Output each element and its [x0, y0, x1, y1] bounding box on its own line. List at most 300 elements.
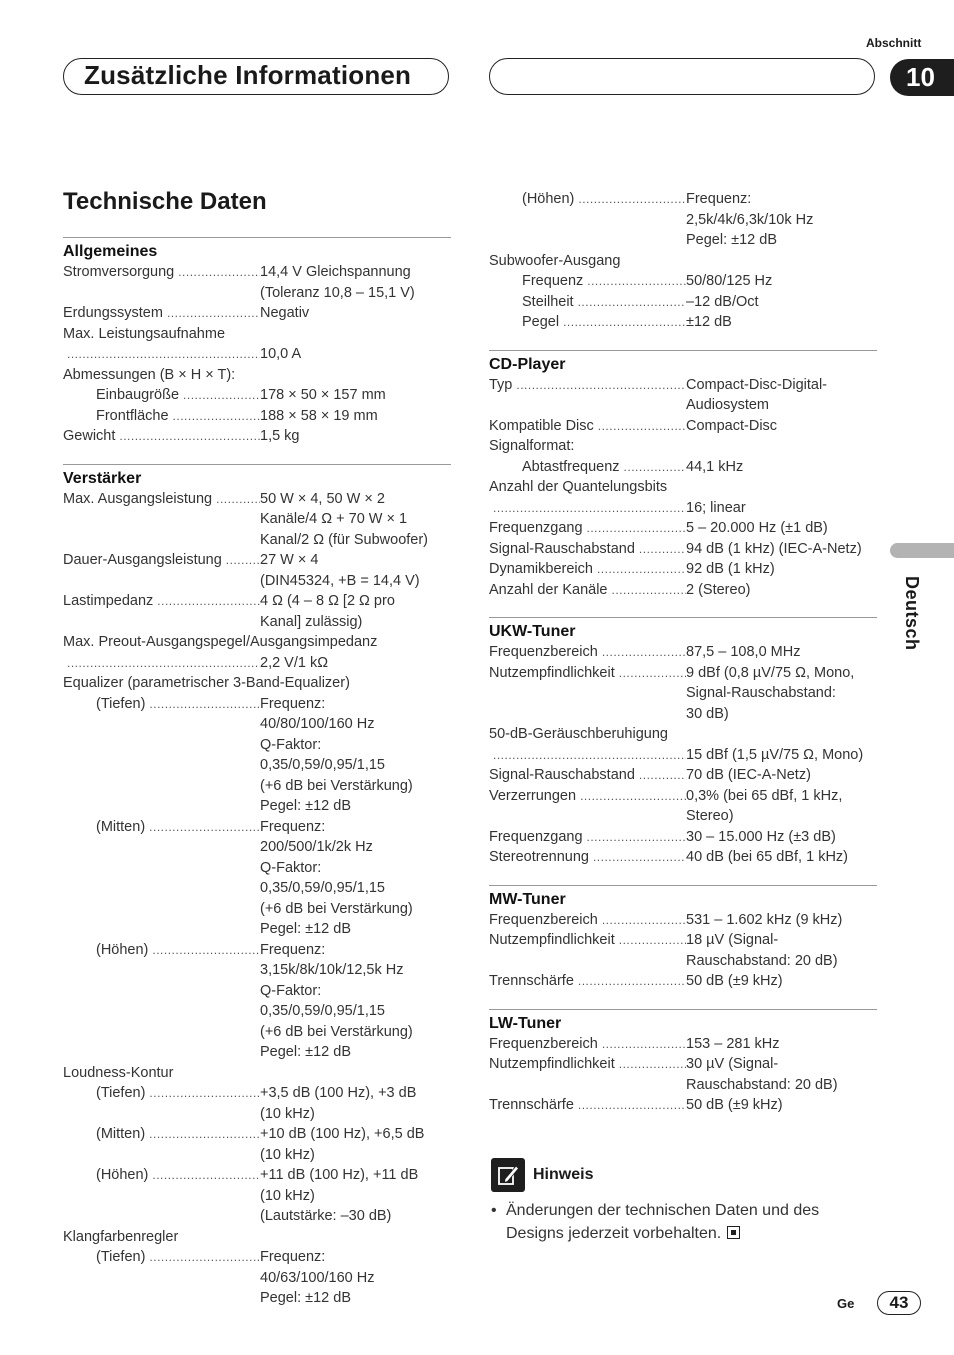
leader-dots — [178, 262, 260, 283]
spec-label — [489, 539, 686, 560]
end-mark-icon — [727, 1226, 740, 1239]
spec-row — [489, 683, 877, 704]
spec-label-text: Trennschärfe — [489, 973, 574, 989]
leader-dots — [619, 663, 686, 684]
spec-row — [489, 189, 877, 210]
spec-label — [63, 1022, 260, 1043]
spec-value: (+6 dB bei Verstärkung) — [260, 900, 413, 917]
spec-label-text: Dynamikbereich — [489, 561, 593, 577]
spec-value: 50 dB (±9 kHz) — [686, 1097, 783, 1113]
leader-dots — [587, 518, 686, 539]
spec-label — [63, 796, 260, 817]
spec-label-text: Stromversorgung — [63, 264, 175, 280]
header-empty-frame — [489, 58, 875, 95]
spec-label-text: Steilheit — [522, 293, 574, 310]
spec-value: Signal-Rauschabstand: — [686, 685, 836, 701]
spec-row — [489, 375, 877, 396]
spec-label-text: (Mitten) — [96, 1126, 146, 1142]
spec-label-text: Frequenzbereich — [489, 644, 598, 660]
spec-row — [63, 1247, 451, 1268]
spec-label — [63, 1186, 260, 1207]
spec-value: Audiosystem — [686, 397, 770, 413]
spec-label — [489, 375, 686, 396]
leader-dots — [149, 1247, 260, 1268]
spec-value: +11 dB (100 Hz), +11 dB — [260, 1167, 419, 1183]
language-tab-marker — [890, 543, 954, 558]
spec-row — [63, 1001, 451, 1022]
spec-row — [63, 1124, 451, 1145]
spec-value: 1,5 kg — [260, 428, 300, 444]
spec-label — [489, 806, 686, 827]
spec-label-text: Stereotrennung — [489, 849, 589, 865]
spec-value: 153 – 281 kHz — [686, 1035, 780, 1052]
spec-row — [489, 312, 877, 333]
spec-row — [63, 981, 451, 1002]
spec-row — [489, 271, 877, 292]
spec-label — [63, 1001, 260, 1022]
spec-label-text: Pegel — [522, 314, 560, 330]
spec-label — [63, 981, 260, 1002]
leader-dots — [619, 930, 686, 951]
spec-label-text: Signal-Rauschabstand — [489, 540, 635, 557]
note-title: Hinweis — [533, 1166, 594, 1183]
spec-value: (DIN45324, +B = 14,4 V) — [260, 572, 420, 589]
spec-label — [63, 571, 260, 592]
spec-label — [63, 714, 260, 735]
spec-label-text: Dauer-Ausgangsleistung — [63, 552, 222, 568]
spec-value: 0,35/0,59/0,95/1,15 — [260, 880, 385, 896]
spec-value: Compact-Disc — [686, 417, 778, 434]
spec-label-text: Erdungssystem — [63, 305, 163, 321]
leader-dots — [619, 1054, 686, 1075]
spec-value: 14,4 V Gleichspannung — [260, 264, 411, 280]
spec-label-text: Verzerrungen — [489, 787, 577, 804]
spec-row — [489, 292, 877, 313]
leader-dots — [167, 303, 260, 324]
spec-label-text: (Höhen) — [96, 1167, 149, 1183]
spec-label — [63, 344, 260, 365]
leader-dots — [597, 559, 686, 580]
note-body — [491, 1199, 881, 1245]
note-pencil-icon — [491, 1158, 525, 1192]
spec-label — [63, 509, 260, 530]
spec-row — [63, 776, 451, 797]
spec-label — [489, 1034, 686, 1055]
spec-row — [63, 1165, 451, 1186]
spec-label-text: Frontfläche — [96, 407, 169, 424]
spec-label — [63, 283, 260, 304]
section-equalizer-continued — [489, 189, 877, 333]
leader-dots — [489, 745, 686, 766]
leader-dots — [578, 1095, 686, 1116]
leader-dots — [149, 1124, 260, 1145]
spec-label-text: Gewicht — [63, 428, 116, 444]
leader-dots — [580, 786, 686, 807]
spec-value: Rauschabstand: 20 dB) — [686, 1076, 838, 1093]
section-verstaerker — [63, 464, 451, 1309]
spec-value: 10,0 A — [260, 346, 302, 362]
spec-label-text: Anzahl der Kanäle — [489, 581, 608, 598]
spec-heading-line: Equalizer (parametrischer 3-Band-Equalizer) — [63, 675, 350, 691]
spec-label — [63, 878, 260, 899]
spec-label — [489, 395, 686, 416]
spec-label — [489, 189, 686, 210]
spec-value: Frequenz: — [260, 941, 326, 958]
spec-value: 87,5 – 108,0 MHz — [686, 644, 801, 660]
spec-value: 178 × 50 × 157 mm — [260, 387, 386, 403]
section-label: Abschnitt — [866, 36, 922, 50]
spec-value: 9 dBf (0,8 µV/75 Ω, Mono, — [686, 664, 855, 681]
spec-label-text: Signal-Rauschabstand — [489, 767, 635, 783]
section-allgemeines — [63, 237, 451, 447]
leader-dots — [226, 550, 260, 571]
spec-row — [63, 406, 451, 427]
spec-value: 92 dB (1 kHz) — [686, 561, 775, 577]
spec-value: 0,3% (bei 65 dBf, 1 kHz, — [686, 787, 843, 804]
spec-value: 2,5k/4k/6,3k/10k Hz — [686, 211, 814, 228]
spec-value: Pegel: ±12 dB — [260, 798, 351, 814]
spec-label — [489, 1075, 686, 1096]
spec-row — [489, 1075, 877, 1096]
spec-heading-line: Max. Leistungsaufnahme — [63, 325, 226, 342]
language-tab-label: Deutsch — [902, 576, 922, 651]
spec-label — [489, 559, 686, 580]
spec-value: 2,2 V/1 kΩ — [260, 654, 329, 671]
spec-heading-line: Klangfarbenregler — [63, 1228, 179, 1245]
spec-label — [63, 735, 260, 756]
spec-label-text: Frequenzgang — [489, 520, 583, 536]
spec-label — [489, 292, 686, 313]
leader-dots — [624, 457, 686, 478]
spec-value: 40 dB (bei 65 dBf, 1 kHz) — [686, 849, 848, 865]
spec-value: 40/63/100/160 Hz — [260, 1269, 375, 1286]
spec-value: Kanal/2 Ω (für Subwoofer) — [260, 531, 429, 548]
spec-value: 16; linear — [686, 499, 746, 516]
spec-value: Q-Faktor: — [260, 982, 322, 999]
spec-label-text: Lastimpedanz — [63, 593, 154, 609]
spec-label — [63, 919, 260, 940]
spec-label-text: Nutzempfindlichkeit — [489, 664, 615, 681]
spec-row — [63, 653, 451, 674]
spec-row — [63, 940, 451, 961]
spec-heading-line: Subwoofer-Ausgang — [489, 252, 621, 269]
spec-label — [489, 765, 686, 786]
spec-label — [63, 776, 260, 797]
spec-label — [63, 1124, 260, 1145]
spec-label — [63, 1042, 260, 1063]
spec-label-text: (Tiefen) — [96, 1085, 146, 1101]
spec-row — [489, 395, 877, 416]
section-title: MW-Tuner — [489, 890, 566, 908]
spec-value: (+6 dB bei Verstärkung) — [260, 777, 413, 794]
section-title: Verstärker — [63, 469, 142, 487]
spec-row — [489, 786, 877, 807]
spec-row — [63, 817, 451, 838]
spec-row — [489, 230, 877, 251]
spec-label-text: Nutzempfindlichkeit — [489, 932, 615, 948]
spec-label — [489, 457, 686, 478]
spec-row — [63, 550, 451, 571]
spec-value: 44,1 kHz — [686, 458, 744, 475]
spec-value: Pegel: ±12 dB — [260, 921, 351, 937]
spec-row — [63, 283, 451, 304]
spec-label — [63, 1247, 260, 1268]
right-column — [489, 189, 877, 1133]
spec-label — [63, 1268, 260, 1289]
spec-row — [63, 303, 451, 324]
spec-label — [489, 580, 686, 601]
spec-row — [63, 591, 451, 612]
spec-label — [63, 612, 260, 633]
spec-row — [489, 971, 877, 992]
spec-row — [63, 1206, 451, 1227]
spec-value: Pegel: ±12 dB — [260, 1044, 351, 1060]
leader-dots — [598, 416, 686, 437]
leader-dots — [489, 498, 686, 519]
spec-label-text: Frequenzbereich — [489, 911, 598, 928]
spec-row — [63, 714, 451, 735]
spec-row — [63, 1186, 451, 1207]
spec-label — [63, 1206, 260, 1227]
leader-dots — [119, 426, 260, 447]
spec-label — [489, 1095, 686, 1116]
spec-label — [489, 518, 686, 539]
spec-label — [63, 426, 260, 447]
spec-label-text: Frequenzgang — [489, 828, 583, 845]
spec-value: 200/500/1k/2k Hz — [260, 839, 373, 855]
leader-dots — [612, 580, 687, 601]
spec-value: 4 Ω (4 – 8 Ω [2 Ω pro — [260, 593, 395, 609]
spec-label-text: Frequenz — [522, 273, 584, 289]
spec-label — [63, 1104, 260, 1125]
leader-dots — [152, 1165, 260, 1186]
spec-label-text: Max. Ausgangsleistung — [63, 490, 213, 507]
spec-value: (10 kHz) — [260, 1187, 315, 1204]
spec-label — [489, 498, 686, 519]
spec-label — [489, 704, 686, 725]
leader-dots — [216, 489, 260, 510]
page-number: 43 — [877, 1291, 921, 1315]
spec-value: 0,35/0,59/0,95/1,15 — [260, 1003, 385, 1019]
spec-label — [63, 1288, 260, 1309]
spec-value: 50/80/125 Hz — [686, 273, 773, 289]
spec-label — [63, 489, 260, 510]
spec-value: ±12 dB — [686, 314, 732, 330]
spec-label — [63, 837, 260, 858]
spec-label — [63, 858, 260, 879]
spec-row — [63, 1083, 451, 1104]
spec-label — [63, 406, 260, 427]
spec-row — [63, 489, 451, 510]
leader-dots — [602, 1034, 686, 1055]
spec-label — [63, 899, 260, 920]
spec-value: 30 µV (Signal- — [686, 1056, 779, 1072]
spec-label — [489, 745, 686, 766]
leader-dots — [639, 539, 686, 560]
spec-label — [63, 591, 260, 612]
spec-label — [489, 663, 686, 684]
note-header — [491, 1158, 593, 1192]
leader-dots — [152, 940, 260, 961]
spec-label — [63, 960, 260, 981]
spec-value: Frequenz: — [686, 191, 752, 207]
spec-row — [489, 457, 877, 478]
spec-row — [63, 571, 451, 592]
spec-value: Q-Faktor: — [260, 736, 322, 753]
spec-row — [489, 416, 877, 437]
spec-value: 27 W × 4 — [260, 552, 319, 568]
leader-dots — [149, 817, 260, 838]
spec-value: Frequenz: — [260, 818, 326, 835]
spec-value: 0,35/0,59/0,95/1,15 — [260, 757, 385, 773]
spec-value: 18 µV (Signal- — [686, 932, 779, 948]
spec-value: 70 dB (IEC-A-Netz) — [686, 767, 811, 783]
spec-label — [63, 755, 260, 776]
spec-row — [489, 210, 877, 231]
spec-row — [489, 951, 877, 972]
spec-value: (Toleranz 10,8 – 15,1 V) — [260, 284, 415, 301]
section-title: LW-Tuner — [489, 1014, 562, 1032]
spec-label — [63, 1083, 260, 1104]
spec-heading-line: Signalformat: — [489, 438, 575, 454]
spec-label-text: Typ — [489, 376, 513, 393]
leader-dots — [183, 385, 260, 406]
spec-label — [63, 817, 260, 838]
spec-value: 15 dBf (1,5 µV/75 Ω, Mono) — [686, 746, 864, 763]
spec-label — [489, 1054, 686, 1075]
spec-value: –12 dB/Oct — [686, 293, 759, 310]
spec-label — [489, 230, 686, 251]
spec-value: Frequenz: — [260, 695, 326, 712]
spec-row — [63, 1288, 451, 1309]
spec-row — [63, 899, 451, 920]
spec-label — [489, 416, 686, 437]
spec-row — [63, 694, 451, 715]
spec-row — [63, 509, 451, 530]
spec-value: (10 kHz) — [260, 1146, 315, 1163]
leader-dots — [578, 189, 686, 210]
spec-row — [489, 930, 877, 951]
spec-row — [489, 910, 877, 931]
spec-value: Stereo) — [686, 808, 734, 824]
spec-row — [489, 745, 877, 766]
spec-row — [63, 426, 451, 447]
spec-value: Negativ — [260, 305, 310, 321]
spec-label-text: Einbaugröße — [96, 387, 180, 403]
spec-row — [489, 1054, 877, 1075]
spec-row — [489, 580, 877, 601]
spec-row — [63, 960, 451, 981]
spec-row — [63, 1022, 451, 1043]
spec-value: 30 dB) — [686, 705, 729, 722]
spec-heading-line: Max. Preout-Ausgangspegel/Ausgangsimpedanz — [63, 634, 378, 650]
spec-row — [63, 858, 451, 879]
spec-label-text: (Mitten) — [96, 818, 146, 835]
spec-label — [489, 271, 686, 292]
leader-dots — [578, 971, 686, 992]
note-bullet: • — [491, 1202, 497, 1219]
spec-value: Rauschabstand: 20 dB) — [686, 952, 838, 969]
spec-row — [63, 262, 451, 283]
spec-label — [489, 683, 686, 704]
section-ukw-tuner — [489, 617, 877, 868]
spec-label — [63, 385, 260, 406]
spec-label — [63, 1165, 260, 1186]
spec-label — [489, 930, 686, 951]
spec-row — [63, 612, 451, 633]
spec-value: Compact-Disc-Digital- — [686, 376, 827, 393]
spec-value: +10 dB (100 Hz), +6,5 dB — [260, 1126, 425, 1142]
spec-value: 50 dB (±9 kHz) — [686, 973, 783, 989]
spec-value: +3,5 dB (100 Hz), +3 dB — [260, 1085, 417, 1101]
spec-row — [63, 837, 451, 858]
spec-value: 5 – 20.000 Hz (±1 dB) — [686, 520, 828, 536]
leader-dots — [149, 694, 260, 715]
spec-label — [489, 786, 686, 807]
leader-dots — [602, 642, 686, 663]
spec-value: 30 – 15.000 Hz (±3 dB) — [686, 828, 836, 845]
spec-label-text: (Höhen) — [522, 191, 575, 207]
spec-value: Frequenz: — [260, 1249, 326, 1265]
spec-row — [489, 704, 877, 725]
spec-label — [63, 653, 260, 674]
header-title: Zusätzliche Informationen — [84, 60, 412, 90]
spec-row — [63, 344, 451, 365]
spec-row — [489, 847, 877, 868]
spec-label-text: (Tiefen) — [96, 695, 146, 712]
leader-dots — [602, 910, 686, 931]
spec-label — [489, 951, 686, 972]
section-title: CD-Player — [489, 355, 566, 373]
leader-dots — [157, 591, 260, 612]
spec-value: (10 kHz) — [260, 1105, 315, 1122]
spec-label — [63, 262, 260, 283]
spec-row — [63, 530, 451, 551]
spec-label — [63, 530, 260, 551]
spec-row — [489, 559, 877, 580]
spec-label — [489, 827, 686, 848]
spec-value: (Lautstärke: –30 dB) — [260, 1208, 392, 1224]
spec-row — [63, 919, 451, 940]
spec-row — [489, 518, 877, 539]
spec-heading-line: Loudness-Kontur — [63, 1064, 174, 1081]
leader-dots — [587, 827, 686, 848]
spec-label — [489, 210, 686, 231]
spec-value: Pegel: ±12 dB — [686, 232, 777, 248]
spec-value: 94 dB (1 kHz) (IEC-A-Netz) — [686, 540, 862, 557]
spec-label-text: Trennschärfe — [489, 1097, 574, 1113]
spec-row — [63, 735, 451, 756]
spec-row — [489, 498, 877, 519]
leader-dots — [516, 375, 686, 396]
spec-label-text: Abtastfrequenz — [522, 458, 620, 475]
spec-row — [63, 796, 451, 817]
spec-row — [489, 765, 877, 786]
spec-label-text: (Tiefen) — [96, 1249, 146, 1265]
note-text-wrap — [506, 1199, 881, 1245]
spec-value: Q-Faktor: — [260, 859, 322, 876]
spec-heading-line: Abmessungen (B × H × T): — [63, 366, 236, 383]
spec-label-text: Frequenzbereich — [489, 1035, 598, 1052]
spec-row — [63, 878, 451, 899]
section-number-badge: 10 — [890, 59, 954, 96]
spec-label-text: (Höhen) — [96, 941, 149, 958]
leader-dots — [639, 765, 686, 786]
leader-dots — [173, 406, 260, 427]
spec-label — [63, 550, 260, 571]
spec-label-text: Nutzempfindlichkeit — [489, 1056, 615, 1072]
spec-row — [63, 1104, 451, 1125]
